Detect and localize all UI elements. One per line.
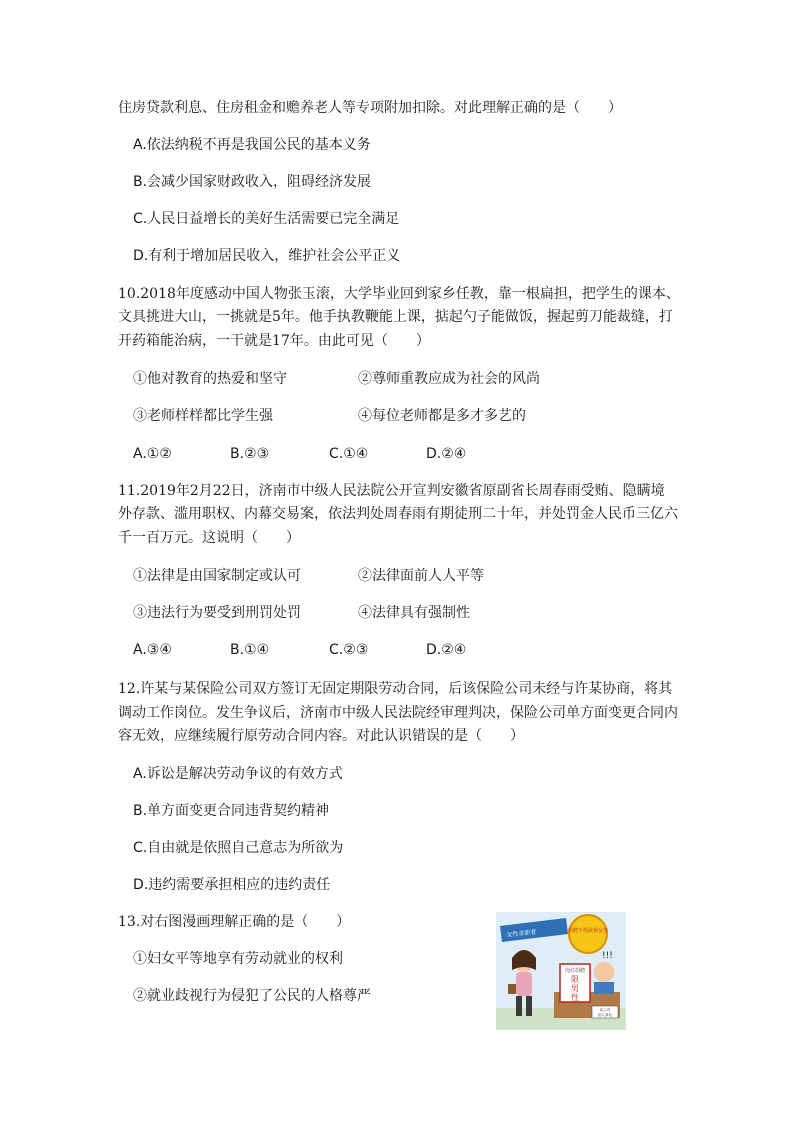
q10-stem-line-1: 10.2018年度感动中国人物张玉滚，大学毕业回到家乡任教，靠一根扁担，把学生的课本、 xyxy=(118,286,680,302)
q10-choice-b: B.②③ xyxy=(230,446,270,462)
q10-statement-2: ②尊师重教应成为社会的风尚 xyxy=(358,371,540,387)
q9-option-d: D.有利于增加居民收入，维护社会公平正义 xyxy=(133,248,401,264)
q10-statement-3: ③老师样样都比学生强 xyxy=(133,408,273,424)
q11-choice-a: A.③④ xyxy=(133,642,172,658)
q10-stem-line-3: 开药箱能治病，一干就是17年。由此可见（ ） xyxy=(118,333,430,349)
q12-stem-line-3: 容无效，应继续履行原劳动合同内容。对此认识错误的是（ ） xyxy=(118,728,524,744)
q12-option-c: C.自由就是依照自己意志为所欲为 xyxy=(133,840,344,856)
cartoon-plate-line-1: 某公司 xyxy=(599,1008,611,1012)
q10-statement-4: ④每位老师都是多才多艺的 xyxy=(358,408,526,424)
cartoon-sign-char-3: 性 xyxy=(571,993,579,1002)
q11-statement-4: ④法律具有强制性 xyxy=(358,605,470,621)
q13-stem: 13.对右图漫画理解正确的是（ ） xyxy=(118,914,351,930)
cartoon-plate-line-2: 招人事处 xyxy=(597,1013,613,1017)
q12-option-a: A.诉讼是解决劳动争议的有效方式 xyxy=(133,766,343,782)
q12-stem-line-2: 调动工作岗位。发生争议后，济南市中级人民法院经审理判决，保险公司单方面变更合同内 xyxy=(118,705,678,721)
q10-statement-1: ①他对教育的热爱和坚守 xyxy=(133,371,287,387)
q10-choice-d: D.②④ xyxy=(426,446,467,462)
q11-statements-row-2 xyxy=(133,603,633,623)
q11-choice-c: C.②③ xyxy=(329,642,369,658)
q9-option-b: B.会减少国家财政收入，阻碍经济发展 xyxy=(133,174,372,190)
q10-choice-c: C.①④ xyxy=(329,446,369,462)
q10-stem-line-2: 文具挑进大山，一挑就是5年。他手执教鞭能上课，掂起勺子能做饭，握起剪刀能裁缝，打 xyxy=(118,309,673,325)
q10-statements-row-2 xyxy=(133,406,633,426)
q11-stem-line-1: 11.2019年2月22日，济南市中级人民法院公开宣判安徽省原副省长周春雨受贿、隐瞒境 xyxy=(118,483,665,499)
q12-option-d: D.违约需要承担相应的违约责任 xyxy=(133,877,331,893)
q13-statement-2: ②就业歧视行为侵犯了公民的人格尊严 xyxy=(133,988,371,1004)
q11-choices xyxy=(133,640,533,660)
q11-statements-row-1 xyxy=(133,566,633,586)
q11-stem-line-3: 千一百万元。这说明（ ） xyxy=(118,530,300,546)
q13-statement-1: ①妇女平等地享有劳动就业的权利 xyxy=(133,951,343,967)
svg-text:!!!: !!! xyxy=(602,951,613,961)
q9-stem-continuation: 住房贷款利息、住房租金和赡养老人等专项附加扣除。对此理解正确的是（ ） xyxy=(118,100,622,116)
q11-statement-2: ②法律面前人人平等 xyxy=(358,568,484,584)
q11-choice-b: B.①④ xyxy=(230,642,270,658)
q10-choice-a: A.①② xyxy=(133,446,172,462)
cartoon-sign-title: 岗位招聘 xyxy=(564,968,586,974)
cartoon-sign-char-1: 限 xyxy=(571,975,579,984)
q10-statements-row-1 xyxy=(133,369,633,389)
q12-stem-line-1: 12.许某与某保险公司双方签订无固定期限劳动合同，后该保险公司未经与许某协商，将其 xyxy=(118,681,673,697)
q11-statement-3: ③违法行为要受到刑罚处罚 xyxy=(133,605,301,621)
cartoon-bubble-text: 招聘不得歧视女性 xyxy=(567,928,609,934)
q10-choices xyxy=(133,444,533,464)
q9-option-a: A.依法纳税不再是我国公民的基本义务 xyxy=(133,137,371,153)
cartoon-sign-char-2: 男 xyxy=(571,984,579,993)
q12-option-b: B.单方面变更合同违背契约精神 xyxy=(133,803,330,819)
q11-stem-line-2: 外存款、滥用职权、内幕交易案，依法判处周春雨有期徒刑二十年，并处罚金人民币三亿六 xyxy=(118,506,678,522)
q11-statement-1: ①法律是由国家制定或认可 xyxy=(133,568,301,584)
q13-cartoon-image xyxy=(496,912,626,1030)
q11-choice-d: D.②④ xyxy=(426,642,467,658)
cartoon-banner-text: 女性求职者 xyxy=(506,928,537,939)
q9-option-c: C.人民日益增长的美好生活需要已完全满足 xyxy=(133,211,400,227)
